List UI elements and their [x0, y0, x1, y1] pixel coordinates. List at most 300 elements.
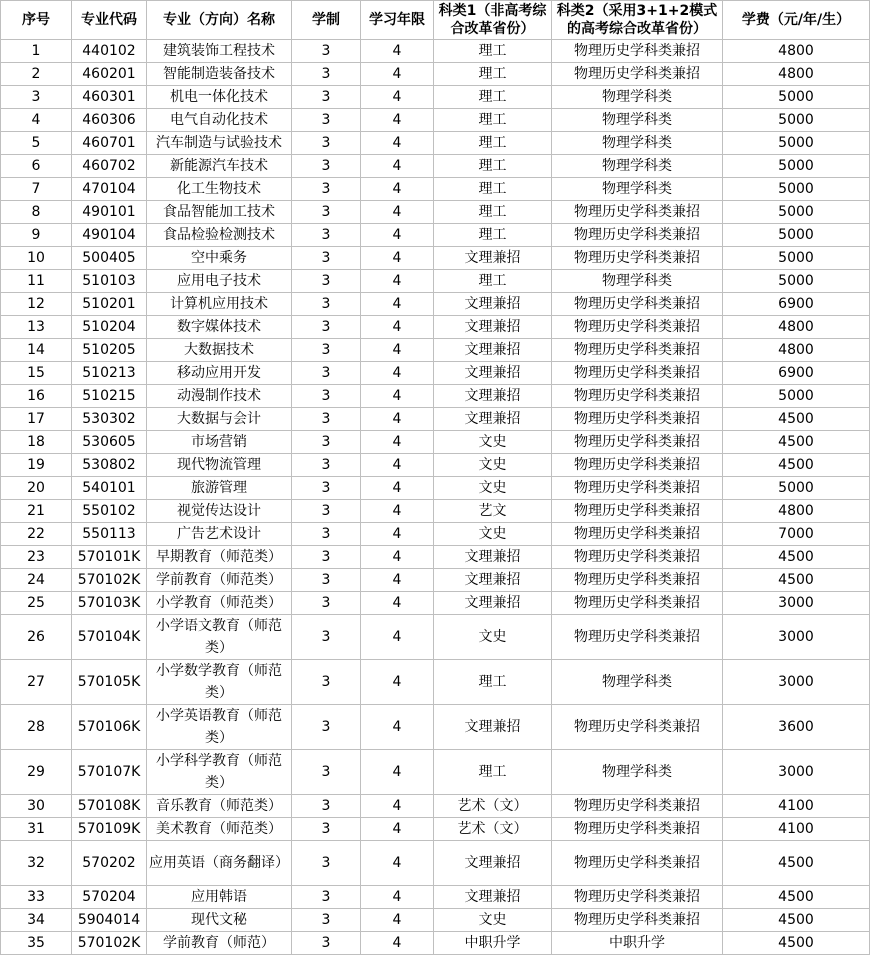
- header-fee: 学费（元/年/生）: [723, 1, 870, 40]
- cell-fee: 5000: [723, 86, 870, 109]
- cell-code: 460201: [72, 63, 147, 86]
- cell-name: 小学数学教育（师范类）: [147, 660, 292, 705]
- cell-fee: 4500: [723, 454, 870, 477]
- cell-seq: 13: [1, 316, 72, 339]
- cell-name: 市场营销: [147, 431, 292, 454]
- cell-seq: 9: [1, 224, 72, 247]
- cell-system: 3: [292, 109, 361, 132]
- cell-name: 应用英语（商务翻译）: [147, 841, 292, 886]
- cell-years: 4: [361, 818, 434, 841]
- cell-code: 570107K: [72, 750, 147, 795]
- cell-seq: 18: [1, 431, 72, 454]
- cell-cat1: 中职升学: [434, 932, 552, 955]
- table-row: [1, 454, 870, 477]
- cell-code: 530605: [72, 431, 147, 454]
- cell-years: 4: [361, 660, 434, 705]
- cell-system: 3: [292, 316, 361, 339]
- cell-seq: 14: [1, 339, 72, 362]
- cell-system: 3: [292, 500, 361, 523]
- cell-cat1: 艺文: [434, 500, 552, 523]
- cell-system: 3: [292, 339, 361, 362]
- cell-fee: 4800: [723, 40, 870, 63]
- table-row: [1, 270, 870, 293]
- cell-name: 计算机应用技术: [147, 293, 292, 316]
- cell-code: 470104: [72, 178, 147, 201]
- cell-cat1: 文史: [434, 615, 552, 660]
- cell-fee: 4500: [723, 932, 870, 955]
- cell-fee: 3000: [723, 592, 870, 615]
- cell-years: 4: [361, 932, 434, 955]
- cell-name: 现代物流管理: [147, 454, 292, 477]
- cell-seq: 10: [1, 247, 72, 270]
- cell-system: 3: [292, 270, 361, 293]
- cell-cat2: 物理历史学科类兼招: [552, 224, 723, 247]
- cell-seq: 24: [1, 569, 72, 592]
- cell-name: 学前教育（师范类）: [147, 569, 292, 592]
- cell-years: 4: [361, 705, 434, 750]
- table-row: [1, 385, 870, 408]
- cell-seq: 33: [1, 886, 72, 909]
- table-row: [1, 818, 870, 841]
- cell-cat2: 物理学科类: [552, 660, 723, 705]
- cell-cat2: 物理历史学科类兼招: [552, 592, 723, 615]
- header-years: 学习年限: [361, 1, 434, 40]
- header-seq: 序号: [1, 1, 72, 40]
- cell-seq: 7: [1, 178, 72, 201]
- cell-fee: 4100: [723, 795, 870, 818]
- cell-years: 4: [361, 86, 434, 109]
- table-row: [1, 431, 870, 454]
- cell-code: 570101K: [72, 546, 147, 569]
- table-row: [1, 500, 870, 523]
- table-row: [1, 224, 870, 247]
- cell-fee: 4500: [723, 569, 870, 592]
- cell-system: 3: [292, 592, 361, 615]
- cell-seq: 20: [1, 477, 72, 500]
- cell-system: 3: [292, 818, 361, 841]
- cell-years: 4: [361, 40, 434, 63]
- cell-code: 510213: [72, 362, 147, 385]
- cell-name: 小学语文教育（师范类）: [147, 615, 292, 660]
- cell-fee: 4100: [723, 818, 870, 841]
- table-row: [1, 523, 870, 546]
- cell-code: 440102: [72, 40, 147, 63]
- cell-years: 4: [361, 247, 434, 270]
- cell-name: 大数据技术: [147, 339, 292, 362]
- table-row: [1, 546, 870, 569]
- table-body: [1, 40, 870, 955]
- cell-cat1: 文史: [434, 523, 552, 546]
- table-row: [1, 592, 870, 615]
- cell-years: 4: [361, 362, 434, 385]
- cell-years: 4: [361, 841, 434, 886]
- cell-fee: 6900: [723, 293, 870, 316]
- cell-fee: 4800: [723, 316, 870, 339]
- cell-system: 3: [292, 201, 361, 224]
- cell-cat1: 理工: [434, 660, 552, 705]
- cell-cat1: 理工: [434, 40, 552, 63]
- cell-cat1: 理工: [434, 109, 552, 132]
- cell-fee: 7000: [723, 523, 870, 546]
- cell-cat2: 物理学科类: [552, 132, 723, 155]
- cell-cat1: 文史: [434, 454, 552, 477]
- cell-system: 3: [292, 932, 361, 955]
- cell-cat1: 文理兼招: [434, 385, 552, 408]
- cell-cat2: 中职升学: [552, 932, 723, 955]
- table-row: [1, 841, 870, 886]
- cell-cat1: 理工: [434, 750, 552, 795]
- cell-name: 早期教育（师范类）: [147, 546, 292, 569]
- cell-seq: 34: [1, 909, 72, 932]
- cell-code: 5904014: [72, 909, 147, 932]
- header-name: 专业（方向）名称: [147, 1, 292, 40]
- cell-name: 电气自动化技术: [147, 109, 292, 132]
- table-header-row: [1, 1, 870, 40]
- cell-system: 3: [292, 546, 361, 569]
- cell-system: 3: [292, 523, 361, 546]
- cell-cat2: 物理历史学科类兼招: [552, 40, 723, 63]
- cell-cat2: 物理历史学科类兼招: [552, 705, 723, 750]
- cell-years: 4: [361, 909, 434, 932]
- cell-code: 570102K: [72, 932, 147, 955]
- cell-system: 3: [292, 63, 361, 86]
- cell-seq: 28: [1, 705, 72, 750]
- table-row: [1, 132, 870, 155]
- table-row: [1, 795, 870, 818]
- cell-cat1: 文史: [434, 431, 552, 454]
- cell-name: 广告艺术设计: [147, 523, 292, 546]
- cell-years: 4: [361, 63, 434, 86]
- table-row: [1, 247, 870, 270]
- cell-name: 建筑装饰工程技术: [147, 40, 292, 63]
- cell-code: 570104K: [72, 615, 147, 660]
- cell-system: 3: [292, 841, 361, 886]
- cell-system: 3: [292, 385, 361, 408]
- cell-cat2: 物理历史学科类兼招: [552, 201, 723, 224]
- cell-fee: 4500: [723, 841, 870, 886]
- header-code: 专业代码: [72, 1, 147, 40]
- cell-name: 移动应用开发: [147, 362, 292, 385]
- cell-name: 视觉传达设计: [147, 500, 292, 523]
- cell-system: 3: [292, 795, 361, 818]
- cell-seq: 31: [1, 818, 72, 841]
- cell-name: 食品智能加工技术: [147, 201, 292, 224]
- cell-cat1: 文理兼招: [434, 247, 552, 270]
- cell-code: 510201: [72, 293, 147, 316]
- cell-years: 4: [361, 408, 434, 431]
- cell-seq: 29: [1, 750, 72, 795]
- cell-cat2: 物理历史学科类兼招: [552, 500, 723, 523]
- cell-system: 3: [292, 40, 361, 63]
- cell-years: 4: [361, 592, 434, 615]
- table-row: [1, 909, 870, 932]
- table-row: [1, 86, 870, 109]
- cell-cat1: 理工: [434, 63, 552, 86]
- table-row: [1, 339, 870, 362]
- cell-code: 510205: [72, 339, 147, 362]
- header-system: 学制: [292, 1, 361, 40]
- cell-cat2: 物理历史学科类兼招: [552, 408, 723, 431]
- cell-cat1: 文理兼招: [434, 841, 552, 886]
- cell-seq: 12: [1, 293, 72, 316]
- cell-cat2: 物理学科类: [552, 750, 723, 795]
- cell-seq: 19: [1, 454, 72, 477]
- cell-code: 460702: [72, 155, 147, 178]
- cell-code: 550113: [72, 523, 147, 546]
- cell-code: 490104: [72, 224, 147, 247]
- cell-years: 4: [361, 155, 434, 178]
- cell-years: 4: [361, 500, 434, 523]
- cell-cat1: 文理兼招: [434, 316, 552, 339]
- table-row: [1, 569, 870, 592]
- cell-cat1: 文理兼招: [434, 592, 552, 615]
- cell-fee: 4800: [723, 500, 870, 523]
- cell-name: 新能源汽车技术: [147, 155, 292, 178]
- cell-years: 4: [361, 270, 434, 293]
- cell-cat2: 物理学科类: [552, 178, 723, 201]
- cell-cat1: 理工: [434, 178, 552, 201]
- cell-cat2: 物理学科类: [552, 86, 723, 109]
- cell-code: 570109K: [72, 818, 147, 841]
- cell-years: 4: [361, 477, 434, 500]
- cell-cat2: 物理历史学科类兼招: [552, 362, 723, 385]
- cell-years: 4: [361, 201, 434, 224]
- table-row: [1, 408, 870, 431]
- cell-fee: 4800: [723, 339, 870, 362]
- table-row: [1, 660, 870, 705]
- cell-cat1: 文理兼招: [434, 293, 552, 316]
- cell-name: 机电一体化技术: [147, 86, 292, 109]
- cell-system: 3: [292, 750, 361, 795]
- cell-cat2: 物理历史学科类兼招: [552, 795, 723, 818]
- cell-fee: 5000: [723, 477, 870, 500]
- cell-cat1: 文史: [434, 909, 552, 932]
- cell-code: 530802: [72, 454, 147, 477]
- cell-name: 智能制造装备技术: [147, 63, 292, 86]
- cell-fee: 5000: [723, 155, 870, 178]
- cell-name: 小学科学教育（师范类）: [147, 750, 292, 795]
- cell-fee: 3600: [723, 705, 870, 750]
- cell-years: 4: [361, 569, 434, 592]
- table-row: [1, 705, 870, 750]
- cell-seq: 1: [1, 40, 72, 63]
- cell-fee: 5000: [723, 385, 870, 408]
- table-row: [1, 316, 870, 339]
- cell-cat2: 物理历史学科类兼招: [552, 339, 723, 362]
- table-row: [1, 477, 870, 500]
- table-row: [1, 886, 870, 909]
- cell-cat2: 物理历史学科类兼招: [552, 477, 723, 500]
- cell-fee: 3000: [723, 750, 870, 795]
- cell-cat2: 物理历史学科类兼招: [552, 569, 723, 592]
- cell-cat2: 物理历史学科类兼招: [552, 818, 723, 841]
- cell-seq: 17: [1, 408, 72, 431]
- cell-name: 化工生物技术: [147, 178, 292, 201]
- cell-fee: 5000: [723, 109, 870, 132]
- cell-code: 550102: [72, 500, 147, 523]
- cell-cat2: 物理历史学科类兼招: [552, 841, 723, 886]
- cell-name: 音乐教育（师范类）: [147, 795, 292, 818]
- cell-code: 460301: [72, 86, 147, 109]
- cell-code: 570108K: [72, 795, 147, 818]
- cell-seq: 27: [1, 660, 72, 705]
- cell-name: 学前教育（师范）: [147, 932, 292, 955]
- cell-code: 500405: [72, 247, 147, 270]
- cell-years: 4: [361, 523, 434, 546]
- cell-code: 570106K: [72, 705, 147, 750]
- cell-code: 530302: [72, 408, 147, 431]
- table-row: [1, 362, 870, 385]
- cell-cat1: 艺术（文）: [434, 795, 552, 818]
- cell-cat1: 理工: [434, 270, 552, 293]
- cell-fee: 5000: [723, 201, 870, 224]
- cell-system: 3: [292, 477, 361, 500]
- cell-system: 3: [292, 909, 361, 932]
- cell-seq: 2: [1, 63, 72, 86]
- cell-cat2: 物理历史学科类兼招: [552, 385, 723, 408]
- cell-system: 3: [292, 454, 361, 477]
- cell-cat1: 理工: [434, 155, 552, 178]
- cell-fee: 5000: [723, 132, 870, 155]
- cell-system: 3: [292, 362, 361, 385]
- cell-code: 570103K: [72, 592, 147, 615]
- cell-years: 4: [361, 546, 434, 569]
- cell-years: 4: [361, 339, 434, 362]
- table-row: [1, 109, 870, 132]
- cell-cat2: 物理历史学科类兼招: [552, 886, 723, 909]
- table-row: [1, 293, 870, 316]
- cell-cat1: 理工: [434, 224, 552, 247]
- cell-seq: 5: [1, 132, 72, 155]
- cell-cat1: 理工: [434, 132, 552, 155]
- cell-system: 3: [292, 615, 361, 660]
- cell-cat2: 物理学科类: [552, 270, 723, 293]
- cell-name: 汽车制造与试验技术: [147, 132, 292, 155]
- cell-years: 4: [361, 886, 434, 909]
- cell-cat2: 物理历史学科类兼招: [552, 316, 723, 339]
- cell-cat1: 文史: [434, 477, 552, 500]
- cell-code: 570105K: [72, 660, 147, 705]
- cell-system: 3: [292, 155, 361, 178]
- cell-years: 4: [361, 109, 434, 132]
- cell-years: 4: [361, 293, 434, 316]
- cell-cat1: 理工: [434, 201, 552, 224]
- cell-code: 570204: [72, 886, 147, 909]
- cell-fee: 5000: [723, 178, 870, 201]
- cell-seq: 35: [1, 932, 72, 955]
- cell-name: 现代文秘: [147, 909, 292, 932]
- cell-name: 小学英语教育（师范类）: [147, 705, 292, 750]
- cell-system: 3: [292, 178, 361, 201]
- cell-fee: 5000: [723, 247, 870, 270]
- cell-cat2: 物理历史学科类兼招: [552, 454, 723, 477]
- cell-cat1: 文理兼招: [434, 569, 552, 592]
- cell-years: 4: [361, 224, 434, 247]
- header-cat2: 科类2（采用3+1+2模式的高考综合改革省份）: [552, 1, 723, 40]
- cell-fee: 4500: [723, 408, 870, 431]
- cell-code: 460306: [72, 109, 147, 132]
- cell-years: 4: [361, 132, 434, 155]
- cell-fee: 4500: [723, 909, 870, 932]
- cell-code: 490101: [72, 201, 147, 224]
- cell-fee: 6900: [723, 362, 870, 385]
- cell-seq: 8: [1, 201, 72, 224]
- cell-cat2: 物理学科类: [552, 109, 723, 132]
- cell-cat2: 物理历史学科类兼招: [552, 909, 723, 932]
- cell-years: 4: [361, 795, 434, 818]
- cell-name: 应用电子技术: [147, 270, 292, 293]
- cell-name: 大数据与会计: [147, 408, 292, 431]
- cell-name: 空中乘务: [147, 247, 292, 270]
- cell-fee: 3000: [723, 615, 870, 660]
- cell-cat1: 艺术（文）: [434, 818, 552, 841]
- cell-seq: 23: [1, 546, 72, 569]
- cell-fee: 5000: [723, 270, 870, 293]
- cell-years: 4: [361, 316, 434, 339]
- cell-fee: 4500: [723, 886, 870, 909]
- header-cat1: 科类1（非高考综合改革省份）: [434, 1, 552, 40]
- cell-cat2: 物理历史学科类兼招: [552, 546, 723, 569]
- cell-system: 3: [292, 293, 361, 316]
- cell-fee: 3000: [723, 660, 870, 705]
- cell-name: 动漫制作技术: [147, 385, 292, 408]
- cell-system: 3: [292, 86, 361, 109]
- cell-cat2: 物理历史学科类兼招: [552, 523, 723, 546]
- table-row: [1, 40, 870, 63]
- cell-system: 3: [292, 886, 361, 909]
- cell-cat2: 物理历史学科类兼招: [552, 293, 723, 316]
- cell-seq: 30: [1, 795, 72, 818]
- cell-code: 570202: [72, 841, 147, 886]
- cell-code: 570102K: [72, 569, 147, 592]
- cell-system: 3: [292, 224, 361, 247]
- cell-name: 旅游管理: [147, 477, 292, 500]
- cell-system: 3: [292, 705, 361, 750]
- cell-seq: 25: [1, 592, 72, 615]
- cell-cat1: 文理兼招: [434, 362, 552, 385]
- cell-name: 应用韩语: [147, 886, 292, 909]
- cell-years: 4: [361, 750, 434, 795]
- cell-system: 3: [292, 132, 361, 155]
- cell-code: 460701: [72, 132, 147, 155]
- cell-system: 3: [292, 431, 361, 454]
- cell-cat1: 文理兼招: [434, 886, 552, 909]
- cell-years: 4: [361, 454, 434, 477]
- cell-fee: 4500: [723, 431, 870, 454]
- table-row: [1, 201, 870, 224]
- cell-seq: 11: [1, 270, 72, 293]
- cell-code: 510215: [72, 385, 147, 408]
- cell-seq: 22: [1, 523, 72, 546]
- cell-cat2: 物理历史学科类兼招: [552, 431, 723, 454]
- cell-system: 3: [292, 247, 361, 270]
- cell-years: 4: [361, 385, 434, 408]
- cell-years: 4: [361, 615, 434, 660]
- cell-code: 540101: [72, 477, 147, 500]
- cell-seq: 26: [1, 615, 72, 660]
- cell-system: 3: [292, 408, 361, 431]
- cell-system: 3: [292, 660, 361, 705]
- cell-name: 数字媒体技术: [147, 316, 292, 339]
- cell-cat1: 文理兼招: [434, 705, 552, 750]
- cell-cat2: 物理学科类: [552, 155, 723, 178]
- cell-cat2: 物理历史学科类兼招: [552, 63, 723, 86]
- cell-cat1: 理工: [434, 86, 552, 109]
- table-row: [1, 932, 870, 955]
- cell-name: 食品检验检测技术: [147, 224, 292, 247]
- cell-seq: 21: [1, 500, 72, 523]
- cell-fee: 4500: [723, 546, 870, 569]
